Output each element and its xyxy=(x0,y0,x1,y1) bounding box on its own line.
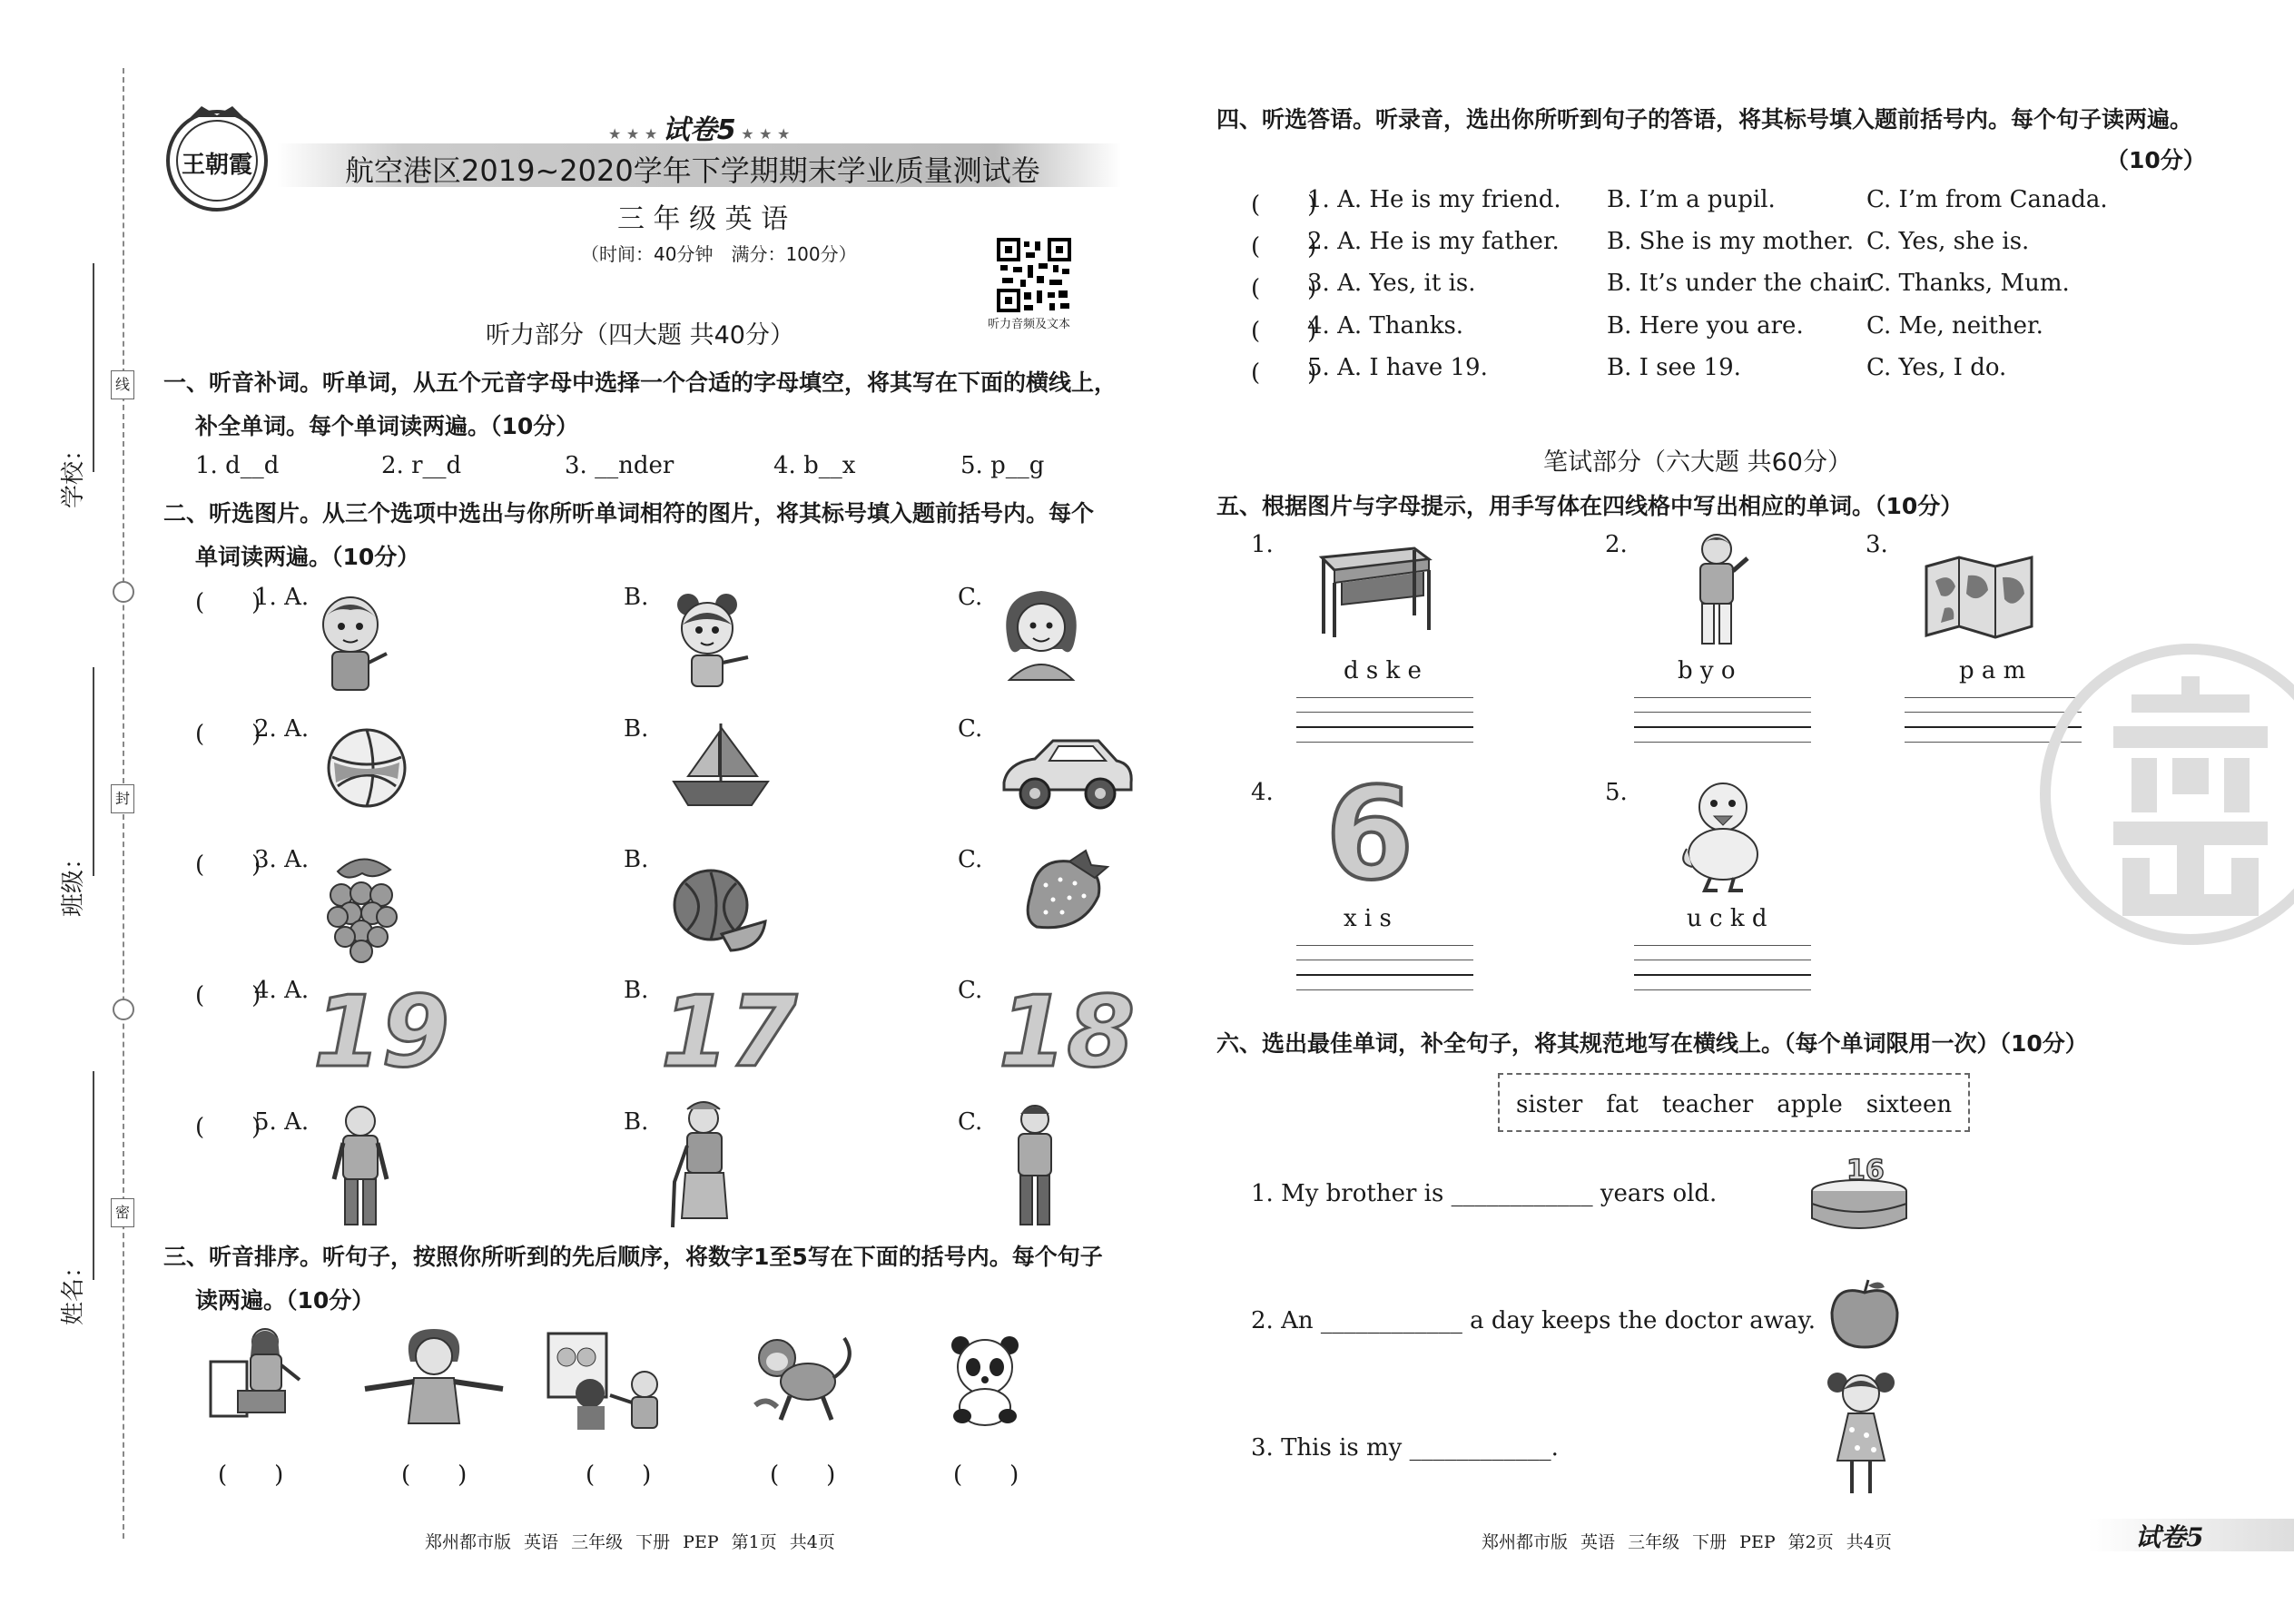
q1-instruction-2: 补全单词。每个单词读两遍。（10分） xyxy=(195,413,579,439)
q5-item5-num: 5. xyxy=(1605,779,1628,806)
q2-row3-b: B. xyxy=(624,846,649,873)
q4-row2-c[interactable]: C. Yes, she is. xyxy=(1866,228,2030,255)
boy-face-picture xyxy=(316,590,389,698)
number-17-picture: 17 xyxy=(661,976,798,1089)
boat-picture xyxy=(670,720,770,814)
girl-face-picture xyxy=(670,590,752,694)
margin-circle-1 xyxy=(113,581,134,603)
grandma-picture xyxy=(667,1100,735,1235)
family-photo-picture xyxy=(545,1330,681,1433)
q2-instruction-1: 二、听选图片。从三个选项中选出与你所听单词相符的图片，将其标号填入题前括号内。每个 xyxy=(163,500,1095,527)
q2-row4-num: 4. A. xyxy=(254,977,310,1004)
q2-row3-paren[interactable]: ( ) xyxy=(195,851,261,879)
number-19-picture: 19 xyxy=(313,976,450,1089)
seal-line-label: 线 xyxy=(111,370,134,399)
q4-row1-paren[interactable]: ( ) xyxy=(1251,192,1317,219)
q4-row3-paren[interactable]: ( ) xyxy=(1251,275,1317,302)
grapes-picture xyxy=(320,853,406,970)
q4-row2-a[interactable]: 2. A. He is my father. xyxy=(1307,228,1560,255)
q5-letters-1: d s k e xyxy=(1344,657,1422,684)
q3-paren-4[interactable]: ( ) xyxy=(770,1462,836,1489)
q4-row3-c[interactable]: C. Thanks, Mum. xyxy=(1866,270,2070,297)
q1-item-4[interactable]: 4. b__x xyxy=(773,452,856,479)
q4-row5-paren[interactable]: ( ) xyxy=(1251,359,1317,387)
class-field xyxy=(93,667,94,876)
footer-right: 郑州都市版 英语 三年级 下册 PEP 第2页 共4页 xyxy=(1482,1532,1892,1552)
q5-letters-3: p a m xyxy=(1959,657,2026,684)
q4-score: （10分） xyxy=(2106,147,2206,173)
q3-paren-5[interactable]: ( ) xyxy=(953,1462,1019,1489)
map-picture xyxy=(1923,554,2036,644)
q2-row4-b: B. xyxy=(624,977,649,1004)
qr-caption: 听力音频及文本 xyxy=(988,318,1071,331)
q4-row3-b[interactable]: B. It’s under the chair. xyxy=(1607,270,1876,297)
watermelon-picture xyxy=(667,867,767,957)
q4-row5-a[interactable]: 5. A. I have 19. xyxy=(1307,354,1488,381)
q2-row5-b: B. xyxy=(624,1108,649,1136)
number-six-picture: 6 xyxy=(1325,761,1414,909)
q2-row1-c: C. xyxy=(958,584,983,611)
q4-row4-b[interactable]: B. Here you are. xyxy=(1607,312,1804,340)
grandpa-picture xyxy=(329,1103,392,1234)
car-picture xyxy=(999,735,1135,816)
q2-row4-c: C. xyxy=(958,977,983,1004)
birthday-cake-picture xyxy=(1805,1155,1914,1236)
q5-item2-num: 2. xyxy=(1605,531,1628,558)
q2-row2-paren[interactable]: ( ) xyxy=(195,721,261,748)
writing-lines-1[interactable] xyxy=(1296,697,1473,753)
q6-sentence-3[interactable]: 3. This is my ____________. xyxy=(1251,1434,1559,1462)
q4-row3-a[interactable]: 3. A. Yes, it is. xyxy=(1307,270,1476,297)
footer-badge: 试卷5 xyxy=(2135,1522,2204,1552)
seal-secret-label: 密 xyxy=(111,1198,134,1227)
q1-instruction-1: 一、听音补词。听单词，从五个元音字母中选择一个合适的字母填空，将其写在下面的横线上， xyxy=(163,369,1117,396)
q3-paren-3[interactable]: ( ) xyxy=(586,1462,652,1489)
q5-letters-5: u c k d xyxy=(1687,905,1767,932)
star-icon: ★ ★ ★ xyxy=(608,125,663,143)
desk-picture xyxy=(1314,543,1433,642)
girl-picture xyxy=(1825,1366,1897,1506)
panda-picture xyxy=(944,1334,1026,1429)
q2-row2-c: C. xyxy=(958,715,983,743)
q6-instruction: 六、选出最佳单词，补全句子，将其规范地写在横线上。（每个单词限用一次）（10分） xyxy=(1216,1030,2088,1057)
q4-row1-c[interactable]: C. I’m from Canada. xyxy=(1866,186,2108,213)
star-icon: ★ ★ ★ xyxy=(735,125,791,143)
q4-row4-a[interactable]: 4. A. Thanks. xyxy=(1307,312,1464,340)
word-bank: sister fat teacher apple sixteen xyxy=(1498,1073,1970,1132)
qr-code[interactable] xyxy=(997,238,1071,312)
woman-face-picture xyxy=(999,586,1085,684)
woman-arms-open-picture xyxy=(361,1325,507,1429)
footer-left: 郑州都市版 英语 三年级 下册 PEP 第1页 共4页 xyxy=(425,1532,835,1552)
cake-number: 16 xyxy=(1846,1155,1885,1186)
boy-picture xyxy=(1684,531,1757,653)
q1-item-3[interactable]: 3. __nder xyxy=(565,452,674,479)
q2-row5-paren[interactable]: ( ) xyxy=(195,1114,261,1141)
q4-row4-c[interactable]: C. Me, neither. xyxy=(1866,312,2043,340)
logo-text: 王朝霞 xyxy=(181,152,252,179)
q2-row1-b: B. xyxy=(624,584,649,611)
ball-picture xyxy=(325,726,409,813)
q2-instruction-2: 单词读两遍。（10分） xyxy=(195,544,420,570)
writing-lines-4[interactable] xyxy=(1296,945,1473,1001)
q4-row1-b[interactable]: B. I’m a pupil. xyxy=(1607,186,1776,213)
name-field xyxy=(93,1071,94,1280)
subject-title: 三 年 级 英 语 xyxy=(617,203,789,235)
writing-lines-2[interactable] xyxy=(1634,697,1811,753)
logo-seal xyxy=(163,104,271,212)
q3-paren-2[interactable]: ( ) xyxy=(401,1462,468,1489)
duck-picture xyxy=(1678,776,1768,898)
q2-row5-num: 5. A. xyxy=(254,1108,310,1136)
q5-letters-4: x i s xyxy=(1344,905,1392,932)
writing-heading: 笔试部分（六大题 共60分） xyxy=(1543,448,1852,477)
q2-row1-num: 1. A. xyxy=(254,584,310,611)
name-label: 姓名： xyxy=(60,1254,87,1325)
q2-row2-num: 2. A. xyxy=(254,715,310,743)
q1-item-1[interactable]: 1. d__d xyxy=(195,452,280,479)
young-man-picture xyxy=(1008,1103,1062,1234)
monkey-picture xyxy=(744,1333,862,1427)
listening-heading: 听力部分（四大题 共40分） xyxy=(486,321,794,349)
q5-item3-num: 3. xyxy=(1866,531,1888,558)
exam-title: 航空港区2019~2020学年下学期期末学业质量测试卷 xyxy=(345,153,1040,188)
q4-instruction: 四、听选答语。听录音，选出你所听到句子的答语，将其标号填入题前括号内。每个句子读两遍。 xyxy=(1216,106,2193,133)
school-label: 学校： xyxy=(60,437,87,508)
class-label: 班级： xyxy=(60,845,87,917)
exam-info: （时间：40分钟 满分：100分） xyxy=(581,243,857,265)
secret-seal-watermark xyxy=(2023,640,2294,949)
q2-row3-c: C. xyxy=(958,846,983,873)
q6-sentence-2[interactable]: 2. An ____________ a day keeps the doctor away. xyxy=(1251,1307,1816,1334)
writing-lines-5[interactable] xyxy=(1634,945,1811,1001)
school-field xyxy=(93,263,94,472)
q5-letters-2: b y o xyxy=(1678,657,1736,684)
q2-row1-paren[interactable]: ( ) xyxy=(195,589,261,616)
paper-badge: ★ ★ ★ 试卷5 ★ ★ ★ xyxy=(608,114,791,146)
q4-row5-c[interactable]: C. Yes, I do. xyxy=(1866,354,2007,381)
q6-sentence-1[interactable]: 1. My brother is ____________ years old. xyxy=(1251,1180,1718,1207)
q2-row2-b: B. xyxy=(624,715,649,743)
q5-instruction: 五、根据图片与字母提示，用手写体在四线格中写出相应的单词。（10分） xyxy=(1216,493,1964,519)
q5-item1-num: 1. xyxy=(1251,531,1274,558)
q3-instruction-2: 读两遍。（10分） xyxy=(195,1287,375,1314)
q3-instruction-1: 三、听音排序。听句子，按照你所听到的先后顺序，将数字1至5写在下面的括号内。每个句子 xyxy=(163,1244,1103,1270)
q3-paren-1[interactable]: ( ) xyxy=(218,1462,284,1489)
strawberry-picture xyxy=(1019,849,1109,943)
q1-item-5[interactable]: 5. p__g xyxy=(960,452,1045,479)
apple-picture xyxy=(1826,1278,1904,1354)
margin-circle-2 xyxy=(113,999,134,1020)
seal-seal-label: 封 xyxy=(111,784,134,813)
girl-sitting-picture xyxy=(202,1325,310,1438)
q4-row4-paren[interactable]: ( ) xyxy=(1251,318,1317,345)
q2-row4-paren[interactable]: ( ) xyxy=(195,982,261,1009)
q2-row5-c: C. xyxy=(958,1108,983,1136)
q4-row2-paren[interactable]: ( ) xyxy=(1251,233,1317,261)
q4-row5-b[interactable]: B. I see 19. xyxy=(1607,354,1741,381)
q5-item4-num: 4. xyxy=(1251,779,1274,806)
number-18-picture: 18 xyxy=(999,976,1136,1089)
q2-row3-num: 3. A. xyxy=(254,846,310,873)
q4-row1-a[interactable]: 1. A. He is my friend. xyxy=(1307,186,1561,213)
q4-row2-b[interactable]: B. She is my mother. xyxy=(1607,228,1855,255)
q1-item-2[interactable]: 2. r__d xyxy=(381,452,462,479)
